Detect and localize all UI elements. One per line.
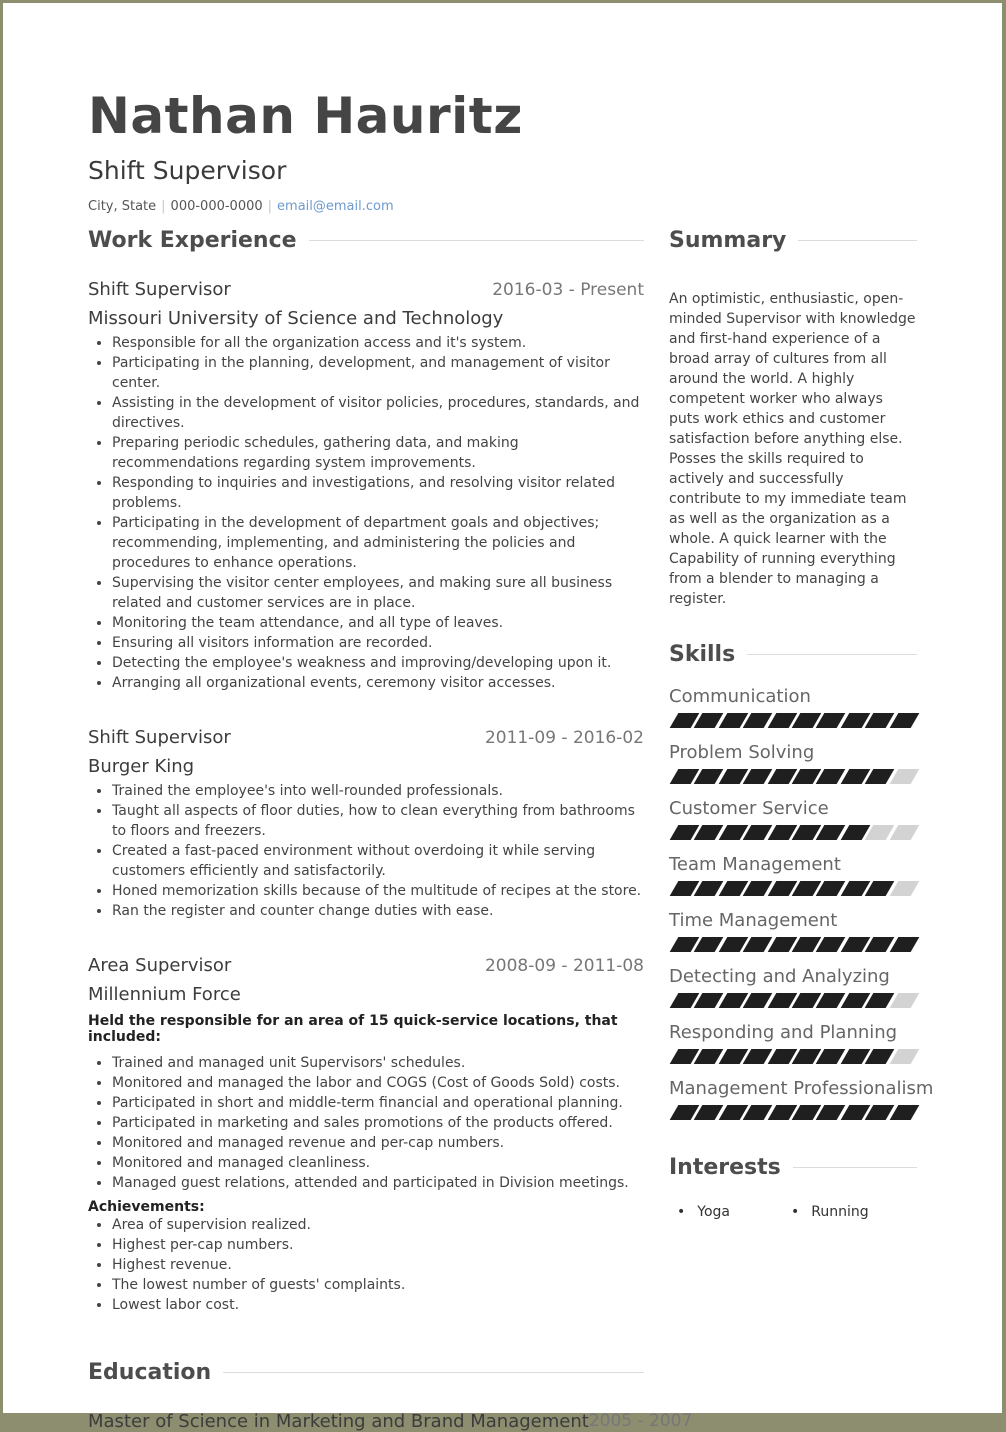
contact-separator: |: [267, 199, 273, 214]
interests-heading: [669, 1150, 917, 1184]
job-intro: Held the responsible for an area of 15 quick-service locations, that included:: [88, 1013, 618, 1045]
skill-segment-filled: [889, 713, 919, 728]
achievements-label: Achievements:: [88, 1199, 205, 1215]
contact-email-link[interactable]: email@email.com: [277, 199, 394, 214]
section-title: Summary: [669, 227, 787, 253]
contact-city: City, State: [88, 199, 157, 214]
list-item: • Trained and managed unit Supervisors' schedules.: [112, 1053, 644, 1073]
interest-item: • Yoga: [677, 1204, 791, 1220]
skill-rating-bar: [669, 937, 917, 952]
interest-item: • Running: [791, 1204, 905, 1220]
candidate-name: Nathan Hauritz: [88, 87, 523, 145]
skill-rating-bar: [669, 1105, 917, 1120]
list-item: • Taught all aspects of floor duties, how to clean everything from bathrooms to floors and freezers.: [112, 801, 644, 841]
job-company: Millennium Force: [88, 984, 241, 1005]
section-title: Interests: [669, 1154, 781, 1180]
job-duties-list: [88, 333, 644, 693]
section-divider: [223, 1372, 644, 1373]
list-item: • Managed guest relations, attended and participated in Division meetings.: [112, 1173, 644, 1193]
skill-item: [669, 853, 917, 896]
list-item: • Participating in the planning, development, and management of visitor center.: [112, 353, 644, 393]
skills-list: [669, 685, 934, 1120]
skill-rating-bar: [669, 1049, 917, 1064]
skill-name: Time Management: [669, 910, 838, 931]
skill-name: Team Management: [669, 854, 841, 875]
skill-segment-empty: [889, 825, 919, 840]
skill-item: [669, 1077, 934, 1120]
skill-rating-bar: [669, 993, 917, 1008]
interests-list: [669, 1204, 917, 1220]
job-title: Shift Supervisor: [88, 279, 231, 300]
skill-segment-empty: [889, 769, 919, 784]
list-item: • Monitored and managed the labor and COGS (Cost of Goods Sold) costs.: [112, 1073, 644, 1093]
job-title: Area Supervisor: [88, 955, 232, 976]
skill-segment-empty: [889, 881, 919, 896]
job-duties-list: [88, 1053, 644, 1193]
contact-line: [88, 199, 394, 214]
list-item: • Ran the register and counter change duties with ease.: [112, 901, 644, 921]
list-item: • Lowest labor cost.: [112, 1295, 644, 1315]
education-degree: Master of Science in Marketing and Brand Management: [88, 1411, 589, 1432]
skill-name: Responding and Planning: [669, 1022, 898, 1043]
job-company: Burger King: [88, 756, 195, 777]
job-duties-list: [88, 781, 644, 921]
section-divider: [309, 240, 644, 241]
work-experience-heading: [88, 223, 644, 257]
list-item: • Assisting in the development of visitor policies, procedures, standards, and directives.: [112, 393, 644, 433]
list-item: • Detecting the employee's weakness and improving/developing upon it.: [112, 653, 644, 673]
candidate-title: Shift Supervisor: [88, 156, 287, 185]
skill-rating-bar: [669, 881, 917, 896]
skill-name: Communication: [669, 686, 811, 707]
contact-phone: 000-000-0000: [170, 199, 263, 214]
skill-item: [669, 1021, 917, 1064]
list-item: • Responding to inquiries and investigations, and resolving visitor related problems.: [112, 473, 644, 513]
achievements-list: [88, 1215, 644, 1315]
list-item: • Created a fast-paced environment without overdoing it while serving customers efficiently and satisfactorily.: [112, 841, 644, 881]
list-item: • Monitored and managed cleanliness.: [112, 1153, 644, 1173]
education-heading: [88, 1355, 644, 1389]
list-item: • Responsible for all the organization access and it's system.: [112, 333, 644, 353]
skill-name: Customer Service: [669, 798, 829, 819]
summary-text: An optimistic, enthusiastic, open-minded Supervisor with knowledge and first-hand experience of a broad array of cultures from all around the world. A highly competent worker who always puts work ethics and customer satisfaction before anything else. Posses the skills required to actively and successfully contribute to my immediate team as well as the organization as a whole. A quick learner with the Capability of running everything from a blender to managing a register.: [669, 291, 916, 607]
skills-heading: [669, 637, 917, 671]
section-divider: [747, 654, 917, 655]
job-date: 2016-03 - Present: [492, 280, 644, 300]
list-item: • Monitored and managed revenue and per-cap numbers.: [112, 1133, 644, 1153]
skill-rating-bar: [669, 769, 917, 784]
list-item: • Participated in marketing and sales promotions of the products offered.: [112, 1113, 644, 1133]
job-date: 2011-09 - 2016-02: [484, 728, 644, 748]
job-company: Missouri University of Science and Technology: [88, 308, 504, 329]
education-entry: [88, 1411, 693, 1432]
skill-segment-filled: [889, 937, 919, 952]
list-item: • Highest revenue.: [112, 1255, 644, 1275]
skill-segment-empty: [889, 1049, 919, 1064]
list-item: • Preparing periodic schedules, gathering data, and making recommendations regarding system improvements.: [112, 433, 644, 473]
skill-item: [669, 909, 917, 952]
list-item: • Monitoring the team attendance, and all type of leaves.: [112, 613, 644, 633]
right-column: [669, 223, 934, 1220]
skill-item: [669, 685, 917, 728]
job-entry: [88, 727, 644, 921]
skill-segment-filled: [889, 1105, 919, 1120]
skill-segment-empty: [889, 993, 919, 1008]
list-item: • Highest per-cap numbers.: [112, 1235, 644, 1255]
section-divider: [793, 1167, 917, 1168]
list-item: • Honed memorization skills because of the multitude of recipes at the store.: [112, 881, 644, 901]
contact-separator: |: [161, 199, 166, 214]
skill-item: [669, 797, 917, 840]
list-item: • The lowest number of guests' complaints.: [112, 1275, 644, 1295]
skill-name: Detecting and Analyzing: [669, 966, 890, 987]
job-title: Shift Supervisor: [88, 727, 231, 748]
section-title: Skills: [669, 641, 736, 667]
section-divider: [798, 240, 917, 241]
skill-item: [669, 965, 917, 1008]
section-title: Education: [88, 1359, 212, 1385]
education-years: 2005 - 2007: [588, 1411, 693, 1431]
resume-page: [3, 3, 1002, 1432]
job-entry: [88, 279, 644, 693]
list-item: • Participated in short and middle-term financial and operational planning.: [112, 1093, 644, 1113]
skill-name: Management Professionalism: [669, 1078, 934, 1099]
job-date: 2008-09 - 2011-08: [484, 956, 644, 976]
list-item: • Supervising the visitor center employees, and making sure all business related and customer services are in place.: [112, 573, 644, 613]
skill-item: [669, 741, 917, 784]
skill-rating-bar: [669, 713, 917, 728]
list-item: • Ensuring all visitors information are recorded.: [112, 633, 644, 653]
left-column: [88, 223, 693, 1432]
list-item: • Area of supervision realized.: [112, 1215, 644, 1235]
skill-name: Problem Solving: [669, 742, 815, 763]
list-item: • Arranging all organizational events, ceremony visitor accesses.: [112, 673, 644, 693]
list-item: • Trained the employee's into well-rounded professionals.: [112, 781, 644, 801]
list-item: • Participating in the development of department goals and objectives; recommending, implementing, and administering the policies and procedures to enhance operations.: [112, 513, 644, 573]
job-entry: [88, 955, 644, 1315]
skill-rating-bar: [669, 825, 917, 840]
section-title: Work Experience: [88, 227, 297, 253]
summary-heading: [669, 223, 917, 257]
